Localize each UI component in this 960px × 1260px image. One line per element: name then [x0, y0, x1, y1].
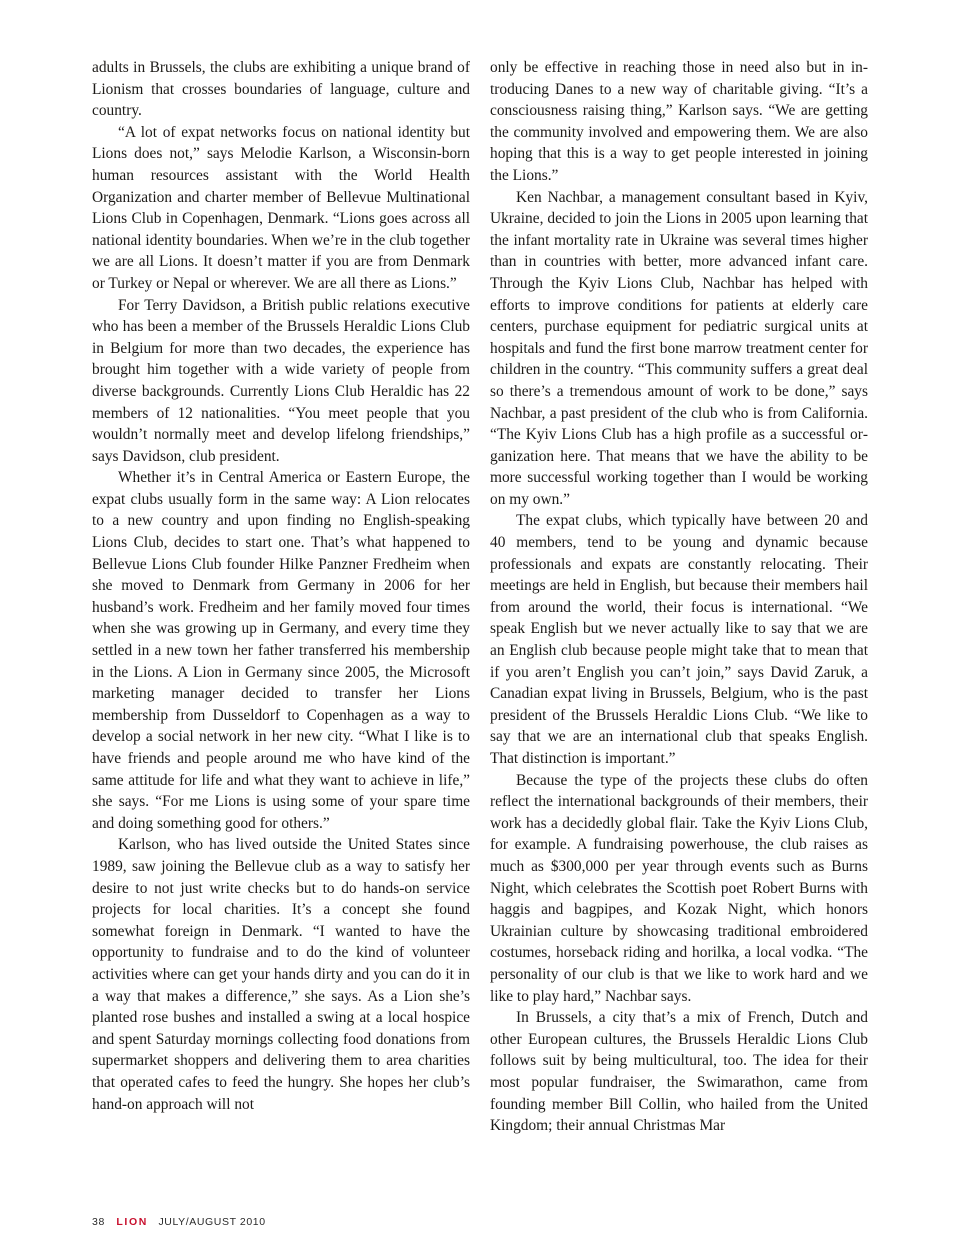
- paragraph: Karlson, who has lived outside the United States since 1989, saw joining the Bellevue club as a way to satisfy her desire to not just write checks but to do hands-on service projects for local charities. It’s a concept she found somewhat foreign in Denmark. “I wanted to have the opportunity to fundraise and to do the kind of volunteer activities where can get your hands dirty and you can do it in a way that makes a difference,” she says. As a Lion she’s planted rose bushes and installed a swing at a local hospice and spent Saturday mornings collecting food donations from supermarket shoppers and delivering them to area charities that operated cafes to feed the hungry. She hopes her club’s hand-on approach will not: [92, 836, 470, 1113]
- paragraph: Because the type of the projects these clubs do often reflect the international backgrounds of their members, their work has a decidedly global flair. Take the Kyiv Lions Club, for example. A fundraising powerhouse, the club raises as much as $300,000 per year through events such as Burns Night, which celebrates the Scottish poet Robert Burns with haggis and bagpipes, and Kozak Night, which honors Ukrainian culture by showcasing traditional embroidered costumes, horseback riding and horilka, a local vodka. “The personality of our club is that we like to work hard and we like to play hard,” Nachbar says.: [490, 771, 868, 1005]
- right-column: [490, 57, 868, 1137]
- issue-date: JULY/AUGUST 2010: [158, 1216, 266, 1228]
- paragraph: “A lot of expat networks focus on national identity but Lions does not,” says Melodie Karlson, a Wisconsin-born human resources assistant with the World Health Organization and charter member of Bellevue Multinational Lions Club in Copenhagen, Denmark. “Lions goes across all national identity boundaries. When we’re in the club together we are all Lions. It doesn’t matter if you are from Denmark or Turkey or Nepal or wherever. We are all there as Lions.”: [92, 123, 470, 292]
- paragraph: adults in Brussels, the clubs are exhibiting a unique brand of Lionism that crosses boundaries of language, culture and country.: [92, 59, 470, 120]
- paragraph: only be effective in reaching those in need also but in introducing Danes to a new way of charitable giving. “It’s a consciousness raising thing,” Karlson says. “We are getting the community involved and empowering them. We are also hoping that this is a way to get people interested in joining the Lions.”: [490, 59, 868, 184]
- paragraph: In Brussels, a city that’s a mix of French, Dutch and other European cultures, the Brussels Heraldic Lions Club follows suit by being multicultural, too. The idea for their most popular fundraiser, the Swimarathon, came from founding member Bill Collin, who hailed from the United Kingdom; their annual Christmas Mar: [490, 1009, 868, 1135]
- paragraph: The expat clubs, which typically have between 20 and 40 members, tend to be young and dynamic because professionals and expats are constantly relocating. Their meetings are held in English, but because their members hail from around the world, their focus is international. “We speak English but we never actually like to say that we are an English club because people might take that to mean that if you aren’t English you can’t join,” says David Zaruk, a Canadian expat living in Brussels, Belgium, who is the past president of the Brussels Heraldic Lions Club. “We like to say that we are an international club that speaks English. That distinction is important.”: [490, 512, 868, 767]
- left-column: [92, 57, 470, 1115]
- page-footer: [92, 1216, 266, 1228]
- paragraph: Ken Nachbar, a management consultant based in Kyiv, Ukraine, decided to join the Lions in 2005 upon learning that the infant mortality rate in Ukraine was several times higher than in countries with better, more advanced infant care. Through the Kyiv Lions Club, Nachbar has helped with efforts to improve conditions for patients at elderly care centers, purchase equipment for pediatric surgical units at hospitals and fund the first bone marrow treatment center for children in the country. “This community suffers a great deal so there’s a tremendous amount of work to be done,” says Nachbar, a past president of the club who is from California. “The Kyiv Lions Club has a high profile as a successful organization here. That means that we have the ability to be more successful working together than I would be working on my own.”: [490, 188, 868, 508]
- magazine-name: LION: [116, 1216, 148, 1228]
- paragraph: For Terry Davidson, a British public relations executive who has been a member of the Brussels Heraldic Lions Club in Belgium for more than two decades, the experience has brought him together with a wide variety of people from diverse backgrounds. Currently Lions Club Heraldic has 22 members of 12 nationalities. “You meet people that you wouldn’t normally meet and develop lifelong friendships,” says Davidson, club president.: [92, 296, 470, 465]
- paragraph: Whether it’s in Central America or Eastern Europe, the expat clubs usually form in the same way: A Lion relocates to a new country and upon finding no English-speaking Lions Club, decides to start one. That’s what happened to Bellevue Lions Club founder Hilke Panzner Fredheim when she moved to Denmark from Germany in 2006 for her husband’s work. Fredheim and her family moved four times when she was growing up in Germany, and every time they settled in a new town her father transferred his membership in the Lions. A Lion in Germany since 2005, the Microsoft marketing manager decided to transfer her Lions membership from Dusseldorf to Copenhagen as a way to develop a social network in her new city. “What I like is to have friends and people around me who have kind of the same attitude for life and what they want to achieve in life,” she says. “For me Lions is using some of your spare time and doing something good for others.”: [92, 469, 470, 832]
- page-number: 38: [92, 1216, 105, 1228]
